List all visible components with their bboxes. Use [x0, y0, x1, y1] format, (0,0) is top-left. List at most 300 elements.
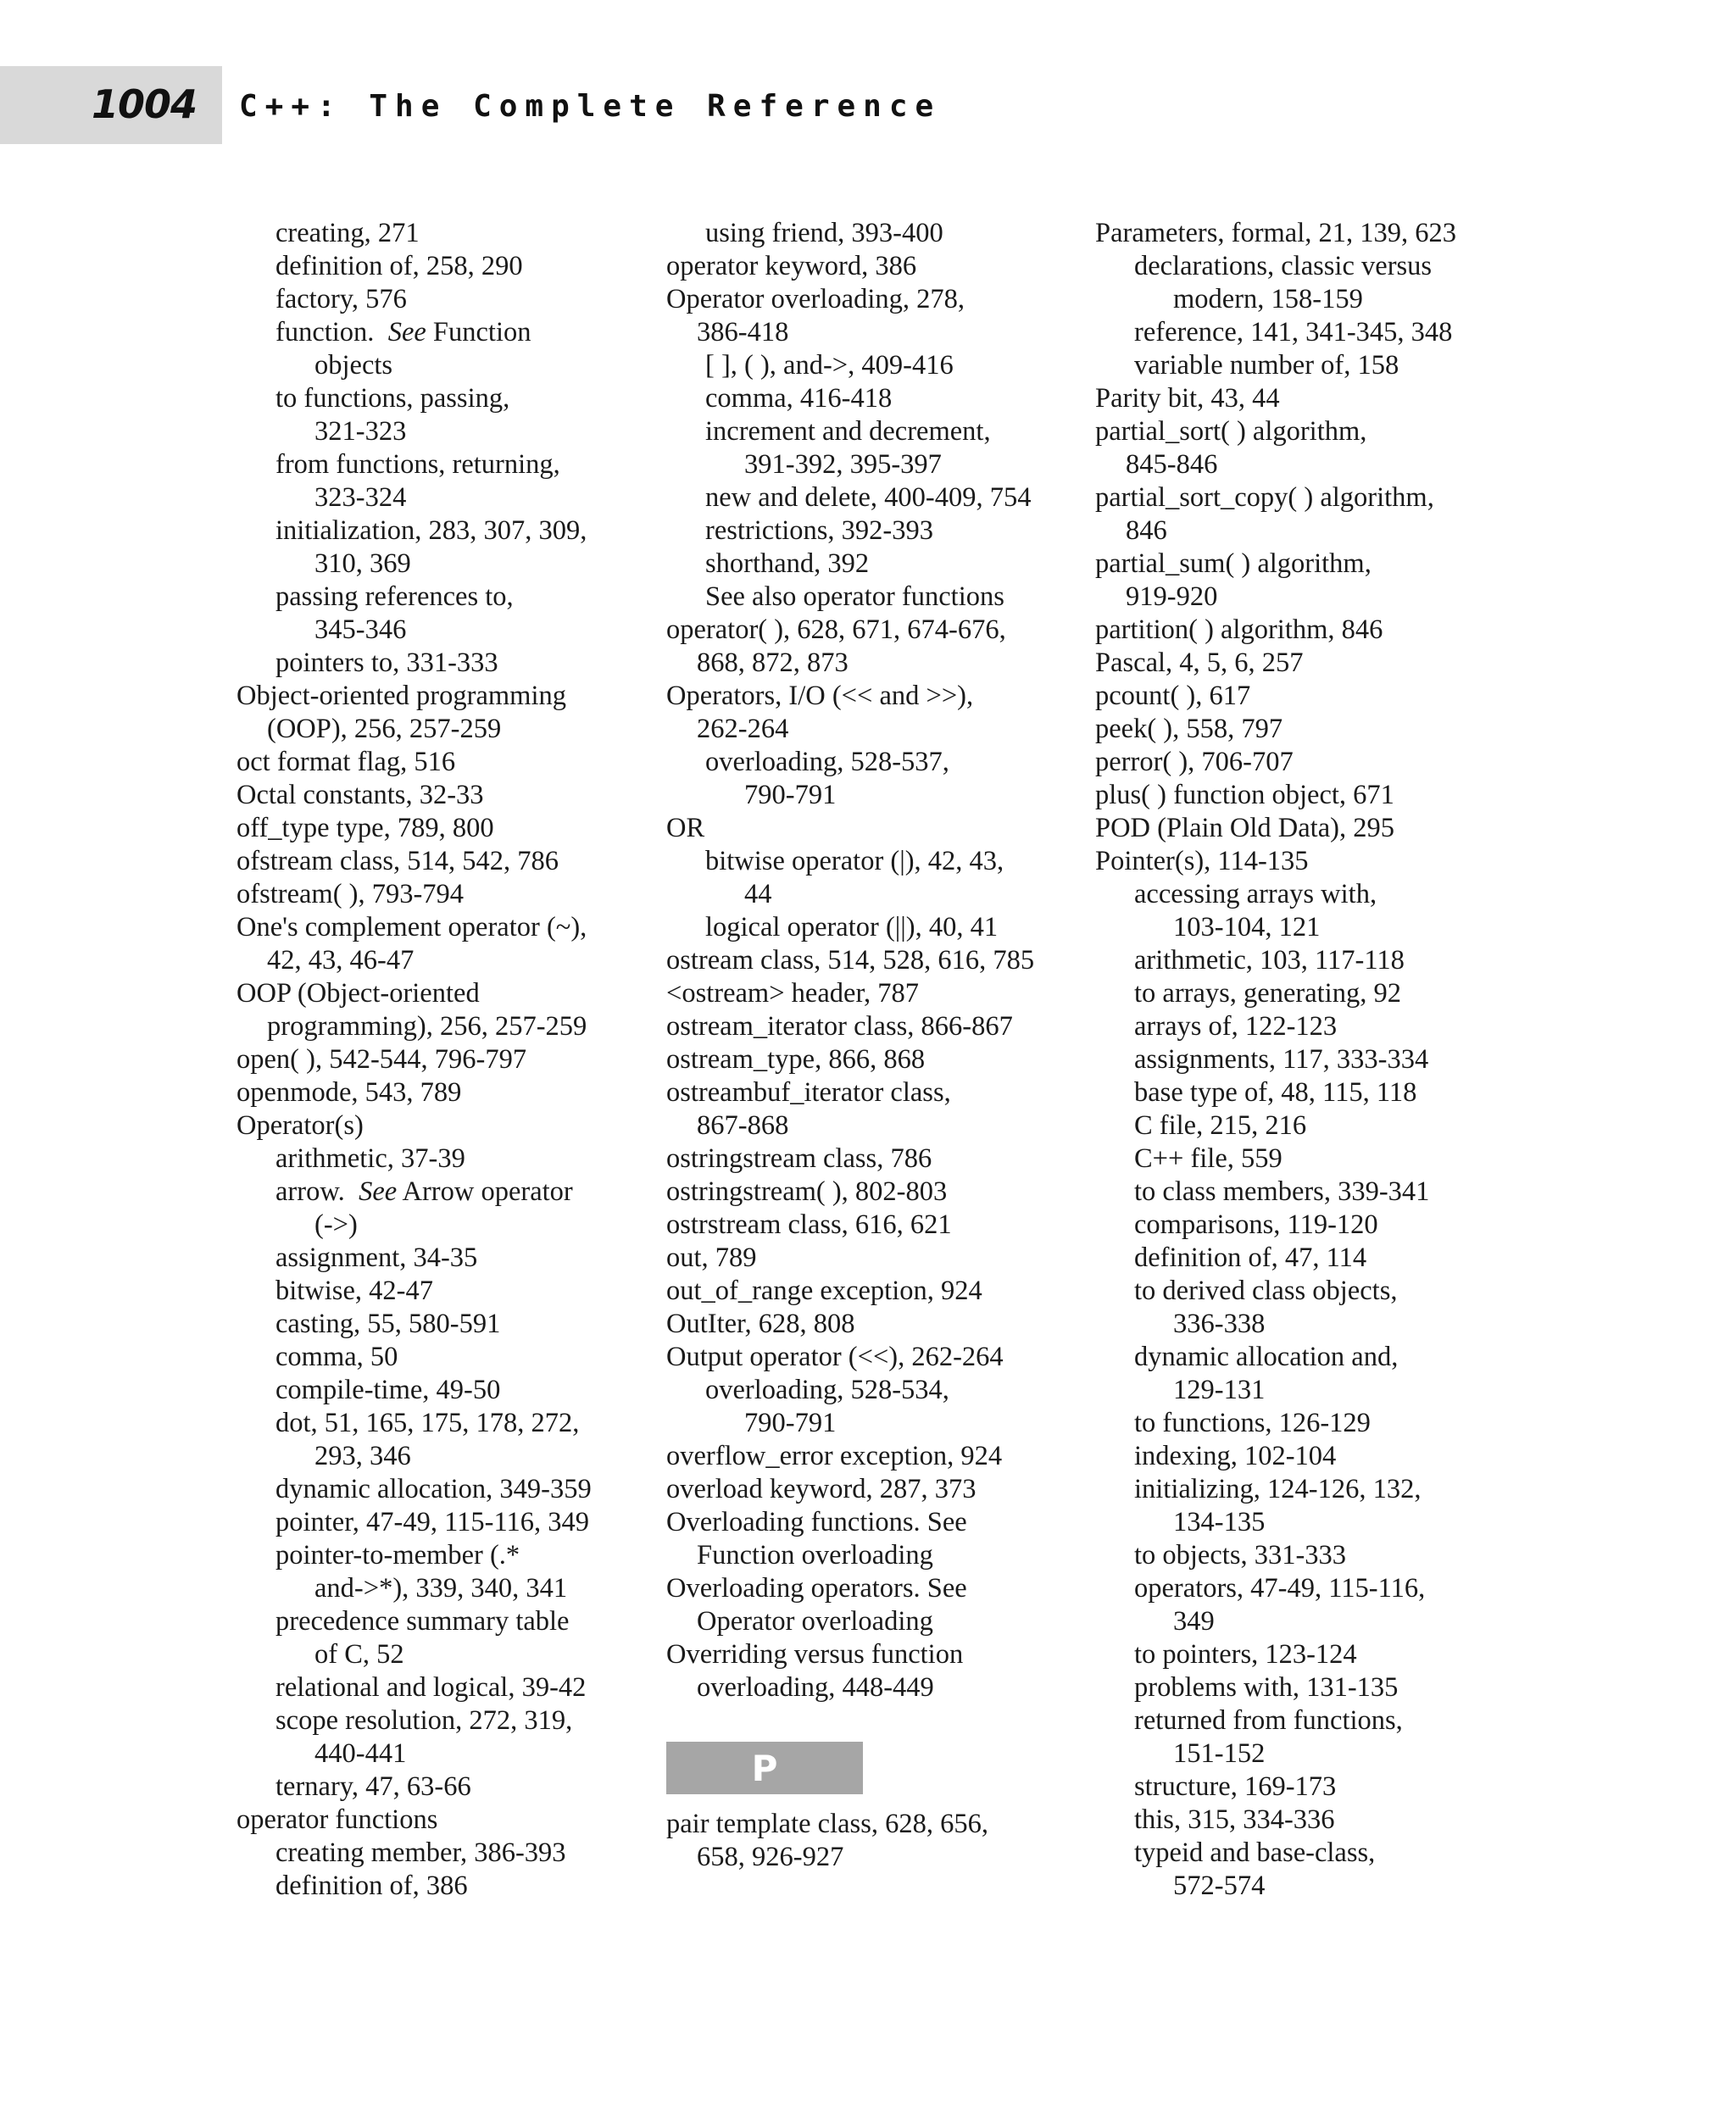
see-reference: See: [359, 1176, 398, 1207]
index-subentry: [275, 1473, 652, 1506]
entry-text: Pascal, 4, 5, 6, 257: [1095, 648, 1304, 678]
index-entry-continuation: [744, 1407, 1082, 1440]
entry-text: 134-135: [1173, 1507, 1266, 1537]
index-subentry: [705, 548, 1082, 581]
entry-text: Output operator (<<), 262-264: [666, 1342, 1004, 1372]
index-entry-continuation: [744, 448, 1082, 481]
index-entry-continuation: [744, 878, 1082, 911]
entry-text: from functions, returning,: [275, 449, 560, 480]
page-number: 1004: [92, 81, 198, 127]
entry-text: to arrays, generating, 92: [1134, 978, 1401, 1009]
index-entry: [1095, 481, 1511, 514]
index-entry-continuation: [314, 1638, 652, 1671]
entry-text: definition of, 258, 290: [275, 251, 523, 281]
index-entry-continuation: [697, 1841, 1082, 1874]
entry-text: 919-920: [1126, 581, 1218, 612]
entry-text: Function overloading: [697, 1540, 933, 1571]
entry-text: dot, 51, 165, 175, 178, 272,: [275, 1408, 580, 1438]
entry-text: increment and decrement,: [705, 416, 991, 447]
index-subentry: [275, 1837, 652, 1870]
index-subentry: [275, 1308, 652, 1341]
index-entry: [666, 1638, 1082, 1671]
entry-text: to derived class objects,: [1134, 1276, 1398, 1306]
index-entry: [236, 1076, 652, 1109]
index-subentry: [275, 1771, 652, 1804]
entry-text: accessing arrays with,: [1134, 879, 1377, 909]
index-entry-continuation: [314, 1572, 652, 1605]
index-entry: [666, 283, 1082, 316]
index-entry-continuation: [1173, 1737, 1511, 1771]
entry-text: perror( ), 706-707: [1095, 747, 1294, 777]
entry-text: creating member, 386-393: [275, 1837, 566, 1868]
index-entry: [236, 911, 652, 944]
entry-text: programming), 256, 257-259: [267, 1011, 587, 1042]
index-entry: [666, 1076, 1082, 1109]
entry-text: arrays of, 122-123: [1134, 1011, 1338, 1042]
index-subentry: [275, 581, 652, 614]
entry-text: plus( ) function object, 671: [1095, 780, 1394, 810]
entry-text: operator functions: [236, 1804, 438, 1835]
index-subentry: [1134, 1043, 1511, 1076]
index-subentry: [275, 1341, 652, 1374]
index-subentry: [1134, 1076, 1511, 1109]
index-entry-continuation: [314, 548, 652, 581]
index-entry: [1095, 415, 1511, 448]
entry-text: initializing, 124-126, 132,: [1134, 1474, 1422, 1504]
entry-text: openmode, 543, 789: [236, 1077, 462, 1108]
entry-text: Operator overloading, 278,: [666, 284, 965, 314]
entry-text: ostrstream class, 616, 621: [666, 1209, 952, 1240]
index-entry-continuation: [314, 349, 652, 382]
index-entry: [666, 680, 1082, 713]
entry-text: 323-324: [314, 482, 407, 513]
entry-text: C file, 215, 216: [1134, 1110, 1307, 1141]
entry-text: (->): [314, 1209, 358, 1240]
index-entry: [666, 944, 1082, 977]
index-entry: [236, 977, 652, 1010]
entry-text: 386-418: [697, 317, 789, 347]
entry-text: definition of, 386: [275, 1871, 468, 1901]
index-entry-continuation: [697, 1671, 1082, 1704]
index-subentry: [1134, 250, 1511, 283]
index-entry: [1095, 614, 1511, 647]
index-subentry: [1134, 1341, 1511, 1374]
entry-text: modern, 158-159: [1173, 284, 1363, 314]
index-entry-continuation: [314, 1209, 652, 1242]
entry-text: 572-574: [1173, 1871, 1266, 1901]
index-subentry: [1134, 1771, 1511, 1804]
index-entry: [1095, 217, 1511, 250]
index-entry: [666, 977, 1082, 1010]
index-entry-continuation: [1173, 1605, 1511, 1638]
entry-text: restrictions, 392-393: [705, 515, 933, 546]
index-entry: [236, 746, 652, 779]
entry-text: 103-104, 121: [1173, 912, 1321, 942]
index-subentry: [275, 1242, 652, 1275]
entry-text: 310, 369: [314, 548, 411, 579]
entry-text: Operator overloading: [697, 1606, 933, 1637]
entry-text: arithmetic, 103, 117-118: [1134, 945, 1405, 976]
index-entry: [1095, 647, 1511, 680]
index-entry-continuation: [267, 1010, 652, 1043]
index-subentry: [275, 283, 652, 316]
entry-text: bitwise operator (|), 42, 43,: [705, 846, 1004, 876]
index-entry: [666, 250, 1082, 283]
index-entry: [666, 614, 1082, 647]
index-entry: [666, 1043, 1082, 1076]
entry-text: oct format flag, 516: [236, 747, 456, 777]
entry-text: overflow_error exception, 924: [666, 1441, 1003, 1471]
entry-text: creating, 271: [275, 218, 420, 248]
entry-text: out, 789: [666, 1243, 757, 1273]
entry-text: variable number of, 158: [1134, 350, 1399, 381]
section-letter: P: [751, 1747, 778, 1789]
index-subentry: [1134, 1142, 1511, 1176]
entry-text: of C, 52: [314, 1639, 404, 1670]
entry-text: ostream class, 514, 528, 616, 785: [666, 945, 1035, 976]
entry-text: 391-392, 395-397: [744, 449, 942, 480]
see-target: Arrow operator: [397, 1176, 573, 1207]
index-subentry: [705, 581, 1082, 614]
entry-text: 44: [744, 879, 772, 909]
entry-text: precedence summary table: [275, 1606, 570, 1637]
index-entry-continuation: [1173, 1374, 1511, 1407]
index-entry-continuation: [697, 1109, 1082, 1142]
entry-text: Octal constants, 32-33: [236, 780, 484, 810]
entry-text: Pointer(s), 114-135: [1095, 846, 1309, 876]
entry-text: 336-338: [1173, 1309, 1266, 1339]
index-entry-continuation: [1173, 1870, 1511, 1903]
entry-text: 440-441: [314, 1738, 407, 1769]
entry-text: 293, 346: [314, 1441, 411, 1471]
index-entry: [1095, 713, 1511, 746]
entry-text: assignments, 117, 333-334: [1134, 1044, 1429, 1075]
entry-text: to pointers, 123-124: [1134, 1639, 1357, 1670]
entry-text: Object-oriented programming: [236, 681, 566, 711]
entry-text: comma, 50: [275, 1342, 398, 1372]
index-subentry: [1134, 1242, 1511, 1275]
entry-text: ostreambuf_iterator class,: [666, 1077, 951, 1108]
index-subentry: [705, 481, 1082, 514]
entry-text: OOP (Object-oriented: [236, 978, 480, 1009]
entry-text: overload keyword, 287, 373: [666, 1474, 976, 1504]
entry-text: 846: [1126, 515, 1167, 546]
index-subentry: [275, 382, 652, 415]
index-subentry: [705, 1374, 1082, 1407]
entry-text: 42, 43, 46-47: [267, 945, 415, 976]
index-column-2: [666, 217, 1082, 1874]
entry-text: overloading, 528-537,: [705, 747, 949, 777]
index-subentry: [1134, 1176, 1511, 1209]
entry-text: ostringstream class, 786: [666, 1143, 932, 1174]
index-entry: [666, 1275, 1082, 1308]
index-subentry: [705, 911, 1082, 944]
index-entry: [1095, 680, 1511, 713]
index-entry: [1095, 548, 1511, 581]
index-subentry: [705, 514, 1082, 548]
index-entry-continuation: [314, 481, 652, 514]
entry-text: ostringstream( ), 802-803: [666, 1176, 948, 1207]
index-subentry: [275, 1374, 652, 1407]
entry-text: reference, 141, 341-345, 348: [1134, 317, 1453, 347]
index-subentry: [1134, 1572, 1511, 1605]
entry-text: pair template class, 628, 656,: [666, 1809, 988, 1839]
entry-text: Parameters, formal, 21, 139, 623: [1095, 218, 1457, 248]
entry-text: to class members, 339-341: [1134, 1176, 1430, 1207]
entry-text: relational and logical, 39-42: [275, 1672, 587, 1703]
index-entry: [236, 812, 652, 845]
entry-text: casting, 55, 580-591: [275, 1309, 501, 1339]
index-subentry: [275, 217, 652, 250]
entry-text: peek( ), 558, 797: [1095, 714, 1283, 744]
index-subentry: [275, 1506, 652, 1539]
index-entry: [1095, 382, 1511, 415]
entry-text: typeid and base-class,: [1134, 1837, 1376, 1868]
entry-text: overloading, 528-534,: [705, 1375, 949, 1405]
entry-text: returned from functions,: [1134, 1705, 1403, 1736]
entry-text: scope resolution, 272, 319,: [275, 1705, 573, 1736]
index-subentry: [705, 415, 1082, 448]
index-entry: [666, 1473, 1082, 1506]
entry-text: 349: [1173, 1606, 1215, 1637]
index-entry: [666, 1506, 1082, 1539]
entry-text: Parity bit, 43, 44: [1095, 383, 1280, 414]
index-subentry: [1134, 977, 1511, 1010]
index-entry: [1095, 812, 1511, 845]
index-column-3: [1095, 217, 1511, 1903]
entry-text: compile-time, 49-50: [275, 1375, 501, 1405]
index-subentry: [1134, 1671, 1511, 1704]
index-entry-continuation: [267, 944, 652, 977]
entry-text: Overloading operators. See: [666, 1573, 967, 1604]
index-entry-continuation: [1126, 514, 1511, 548]
index-subentry: [275, 647, 652, 680]
entry-text: ofstream class, 514, 542, 786: [236, 846, 559, 876]
index-subentry: [1134, 1440, 1511, 1473]
index-entry: [1095, 845, 1511, 878]
index-entry: [666, 1209, 1082, 1242]
index-subentry: [1134, 316, 1511, 349]
index-subentry: [1134, 1275, 1511, 1308]
index-entry-continuation: [697, 713, 1082, 746]
index-subentry: [705, 845, 1082, 878]
index-subentry: [275, 448, 652, 481]
index-subentry: [275, 1407, 652, 1440]
index-subentry: [1134, 878, 1511, 911]
index-entry: [236, 1804, 652, 1837]
index-subentry: [275, 1605, 652, 1638]
index-entry: [236, 779, 652, 812]
entry-text: operator( ), 628, 671, 674-676,: [666, 614, 1006, 645]
index-entry-continuation: [697, 1539, 1082, 1572]
index-subentry: [275, 1671, 652, 1704]
index-subentry: [705, 382, 1082, 415]
entry-text: pointer, 47-49, 115-116, 349: [275, 1507, 589, 1537]
index-entry: [666, 1142, 1082, 1176]
entry-text: ostream_type, 866, 868: [666, 1044, 926, 1075]
see-reference: See: [387, 317, 426, 347]
entry-text: 321-323: [314, 416, 407, 447]
entry-text: factory, 576: [275, 284, 407, 314]
entry-text: Operator(s): [236, 1110, 364, 1141]
entry-text: 867-868: [697, 1110, 789, 1141]
index-subentry: [275, 1870, 652, 1903]
entry-text: Operators, I/O (<< and >>),: [666, 681, 974, 711]
index-subentry: [1134, 1638, 1511, 1671]
index-entry-continuation: [697, 647, 1082, 680]
entry-text: [ ], ( ), and->, 409-416: [705, 350, 954, 381]
entry-text: objects: [314, 350, 393, 381]
entry-text: declarations, classic versus: [1134, 251, 1433, 281]
entry-text: function.: [275, 317, 375, 347]
index-subentry: [275, 1275, 652, 1308]
index-entry-continuation: [1173, 1506, 1511, 1539]
index-entry-continuation: [1173, 283, 1511, 316]
index-subentry: [1134, 1804, 1511, 1837]
entry-text: arrow.: [275, 1176, 345, 1207]
entry-text: operator keyword, 386: [666, 251, 917, 281]
index-entry: [666, 1572, 1082, 1605]
index-subentry: [275, 1176, 652, 1209]
index-subentry: [1134, 1473, 1511, 1506]
index-entry-continuation: [1173, 1308, 1511, 1341]
entry-text: to functions, 126-129: [1134, 1408, 1371, 1438]
entry-text: (OOP), 256, 257-259: [267, 714, 502, 744]
entry-text: One's complement operator (~),: [236, 912, 587, 942]
entry-text: logical operator (||), 40, 41: [705, 912, 999, 942]
entry-text: partial_sum( ) algorithm,: [1095, 548, 1372, 579]
index-subentry: [705, 217, 1082, 250]
index-subentry: [275, 1539, 652, 1572]
entry-text: ostream_iterator class, 866-867: [666, 1011, 1013, 1042]
index-subentry: [1134, 1837, 1511, 1870]
index-entry: [1095, 746, 1511, 779]
index-entry-continuation: [267, 713, 652, 746]
book-title: C++: The Complete Reference: [239, 89, 942, 124]
index-entry-continuation: [314, 1440, 652, 1473]
entry-text: 151-152: [1173, 1738, 1266, 1769]
index-entry: [666, 812, 1082, 845]
entry-text: partial_sort_copy( ) algorithm,: [1095, 482, 1434, 513]
index-subentry: [1134, 944, 1511, 977]
index-subentry: [275, 1704, 652, 1737]
entry-text: 658, 926-927: [697, 1842, 844, 1872]
index-subentry: [275, 514, 652, 548]
section-letter-band: [666, 1742, 863, 1794]
entry-text: and->*), 339, 340, 341: [314, 1573, 568, 1604]
index-entry-continuation: [697, 1605, 1082, 1638]
entry-text: to objects, 331-333: [1134, 1540, 1347, 1571]
index-entry-continuation: [314, 614, 652, 647]
entry-text: bitwise, 42-47: [275, 1276, 433, 1306]
entry-text: 129-131: [1173, 1375, 1266, 1405]
index-entry-continuation: [1173, 911, 1511, 944]
index-subentry: [705, 349, 1082, 382]
entry-text: comma, 416-418: [705, 383, 893, 414]
entry-text: C++ file, 559: [1134, 1143, 1283, 1174]
index-entry: [236, 680, 652, 713]
entry-text: ternary, 47, 63-66: [275, 1771, 471, 1802]
index-entry: [236, 845, 652, 878]
index-entry: [666, 1808, 1082, 1841]
index-entry: [666, 1440, 1082, 1473]
index-subentry: [275, 1142, 652, 1176]
index-subentry: [1134, 349, 1511, 382]
entry-text: OutIter, 628, 808: [666, 1309, 855, 1339]
entry-text: Overriding versus function: [666, 1639, 964, 1670]
entry-text: dynamic allocation, 349-359: [275, 1474, 592, 1504]
index-subentry: [1134, 1407, 1511, 1440]
index-subentry: [705, 746, 1082, 779]
index-subentry: [1134, 1209, 1511, 1242]
entry-text: base type of, 48, 115, 118: [1134, 1077, 1417, 1108]
index-entry-continuation: [1126, 448, 1511, 481]
entry-text: pointer-to-member (.*: [275, 1540, 520, 1571]
entry-text: off_type type, 789, 800: [236, 813, 494, 843]
entry-text: dynamic allocation and,: [1134, 1342, 1399, 1372]
entry-text: OR: [666, 813, 705, 843]
entry-text: partition( ) algorithm, 846: [1095, 614, 1383, 645]
index-entry-continuation: [314, 1737, 652, 1771]
index-entry-continuation: [744, 779, 1082, 812]
entry-text: ofstream( ), 793-794: [236, 879, 465, 909]
entry-text: out_of_range exception, 924: [666, 1276, 982, 1306]
index-entry: [666, 1341, 1082, 1374]
index-entry: [666, 1010, 1082, 1043]
entry-text: 868, 872, 873: [697, 648, 849, 678]
entry-text: See also operator functions: [705, 581, 1004, 612]
entry-text: structure, 169-173: [1134, 1771, 1337, 1802]
index-subentry: [1134, 1010, 1511, 1043]
entry-text: Overloading functions. See: [666, 1507, 967, 1537]
entry-text: comparisons, 119-120: [1134, 1209, 1378, 1240]
entry-text: partial_sort( ) algorithm,: [1095, 416, 1367, 447]
entry-text: indexing, 102-104: [1134, 1441, 1337, 1471]
index-subentry: [1134, 1109, 1511, 1142]
index-subentry: [275, 316, 652, 349]
entry-text: arithmetic, 37-39: [275, 1143, 465, 1174]
entry-text: new and delete, 400-409, 754: [705, 482, 1032, 513]
index-entry-continuation: [1126, 581, 1511, 614]
see-target: Function: [426, 317, 531, 347]
entry-text: passing references to,: [275, 581, 514, 612]
entry-text: 262-264: [697, 714, 789, 744]
entry-text: to functions, passing,: [275, 383, 510, 414]
index-subentry: [275, 250, 652, 283]
entry-text: problems with, 131-135: [1134, 1672, 1399, 1703]
entry-text: open( ), 542-544, 796-797: [236, 1044, 527, 1075]
entry-text: operators, 47-49, 115-116,: [1134, 1573, 1426, 1604]
index-entry: [666, 1176, 1082, 1209]
index-entry-continuation: [697, 316, 1082, 349]
entry-text: pcount( ), 617: [1095, 681, 1251, 711]
index-entry: [236, 878, 652, 911]
index-entry: [666, 1242, 1082, 1275]
index-subentry: [1134, 1539, 1511, 1572]
entry-text: definition of, 47, 114: [1134, 1243, 1367, 1273]
entry-text: using friend, 393-400: [705, 218, 943, 248]
entry-text: assignment, 34-35: [275, 1243, 478, 1273]
index-entry: [236, 1043, 652, 1076]
index-column-1: [236, 217, 652, 1903]
index-entry: [1095, 779, 1511, 812]
index-entry-continuation: [314, 415, 652, 448]
entry-text: shorthand, 392: [705, 548, 870, 579]
entry-text: <ostream> header, 787: [666, 978, 919, 1009]
index-entry: [666, 1308, 1082, 1341]
entry-text: this, 315, 334-336: [1134, 1804, 1335, 1835]
index-subentry: [1134, 1704, 1511, 1737]
